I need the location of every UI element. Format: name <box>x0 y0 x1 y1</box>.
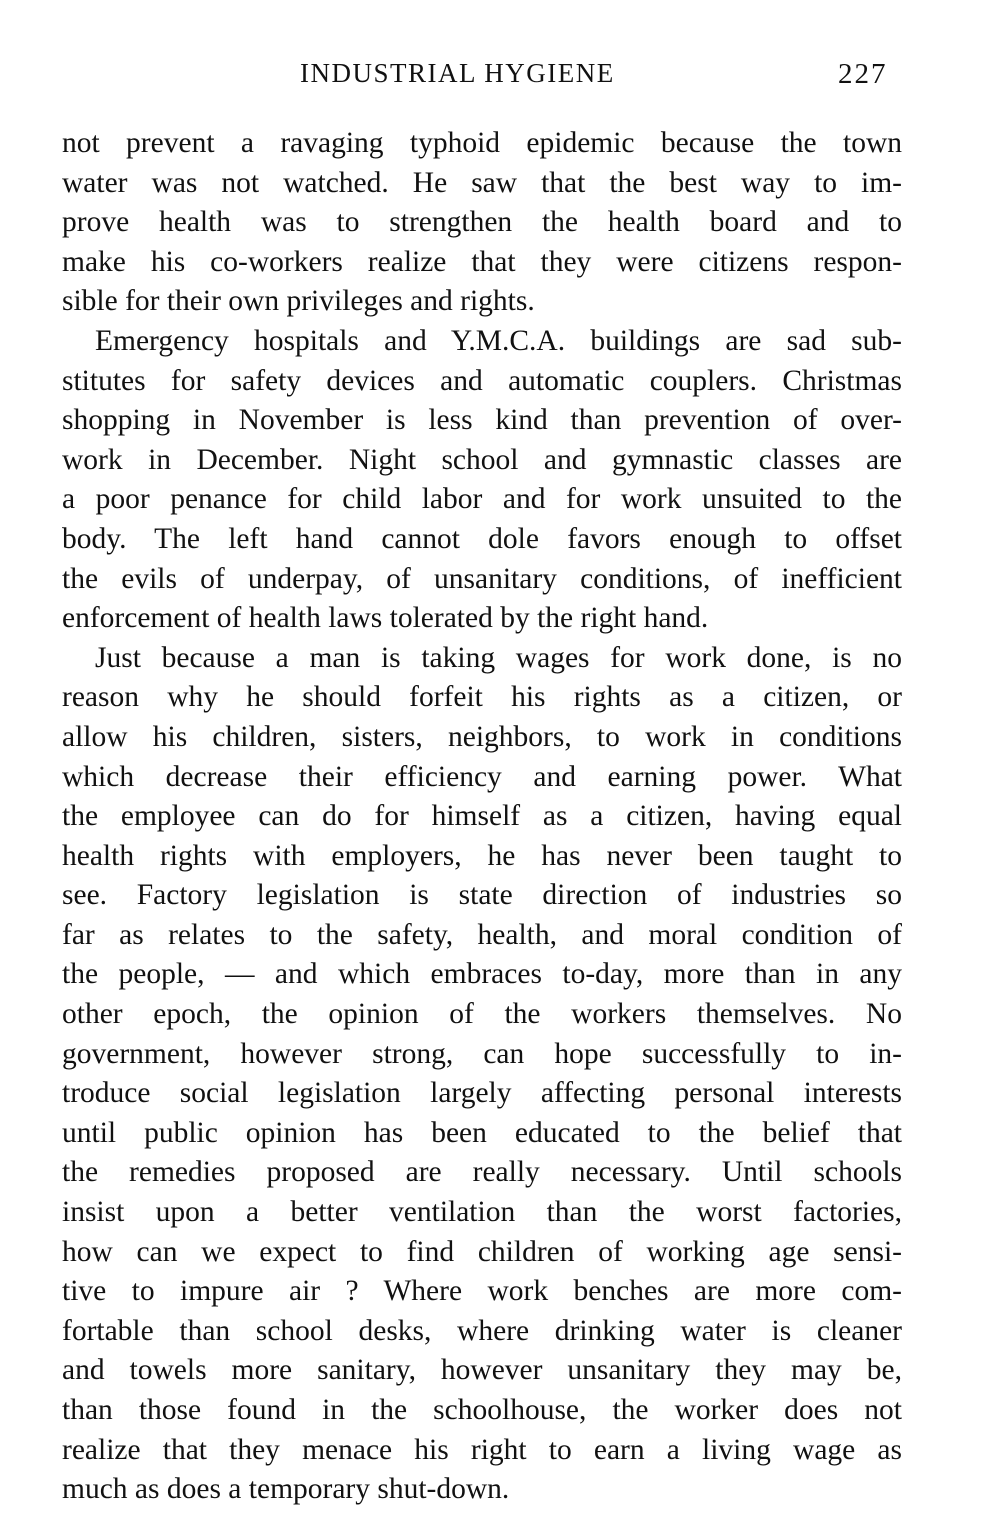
paragraph-3 <box>62 639 902 1510</box>
text-line: sible for their own privileges and rights. <box>62 285 535 318</box>
text-line: tive to impure air ? Where work benches are more com- <box>62 1275 902 1308</box>
text-line: not prevent a ravaging typhoid epidemic because the town <box>62 127 902 159</box>
body-text <box>62 124 902 1510</box>
text-line: prove health was to strengthen the health board and to <box>62 206 902 239</box>
text-line: water was not watched. He saw that the best way to im- <box>62 166 902 199</box>
text-line: government, however strong, can hope successfully to in- <box>62 1037 902 1070</box>
text-line: a poor penance for child labor and for work unsuited to the <box>62 483 902 516</box>
text-line: troduce social legislation largely affecting personal interests <box>62 1077 902 1110</box>
text-line: fortable than school desks, where drinking water is cleaner <box>62 1314 902 1347</box>
text-line: reason why he should forfeit his rights as a citizen, or <box>62 681 902 714</box>
text-line: body. The left hand cannot dole favors enough to offset <box>62 522 902 555</box>
text-line: which decrease their efficiency and earning power. What <box>62 760 902 793</box>
text-line: work in December. Night school and gymnastic classes are <box>62 443 902 476</box>
text-line: insist upon a better ventilation than the worst factories, <box>62 1196 902 1229</box>
text-line: far as relates to the safety, health, and moral condition of <box>62 918 902 951</box>
text-line: the people, — and which embraces to-day, more than in any <box>62 958 902 991</box>
text-line: health rights with employers, he has never been taught to <box>62 839 902 872</box>
page-number: 227 <box>838 58 888 90</box>
text-line: and towels more sanitary, however unsanitary they may be, <box>62 1354 902 1387</box>
text-line: realize that they menace his right to earn a living wage as <box>62 1433 902 1466</box>
running-head-title: INDUSTRIAL HYGIENE <box>300 58 615 88</box>
text-line: much as does a temporary shut-down. <box>62 1473 510 1506</box>
paragraph-1 <box>62 124 902 322</box>
text-line: allow his children, sisters, neighbors, to work in conditions <box>62 720 902 753</box>
text-line: the employee can do for himself as a citizen, having equal <box>62 800 902 833</box>
text-line: stitutes for safety devices and automatic couplers. Christmas <box>62 364 902 397</box>
text-line: the remedies proposed are really necessary. Until schools <box>62 1156 902 1189</box>
text-line: shopping in November is less kind than prevention of over- <box>62 404 902 437</box>
text-line: Emergency hospitals and Y.M.C.A. buildings are sad sub- <box>95 324 902 357</box>
text-line: other epoch, the opinion of the workers themselves. No <box>62 998 902 1031</box>
text-line: see. Factory legislation is state direction of industries so <box>62 879 902 912</box>
text-line: the evils of underpay, of unsanitary conditions, of inefficient <box>62 562 902 595</box>
text-line: enforcement of health laws tolerated by the right hand. <box>62 602 709 635</box>
text-line: than those found in the schoolhouse, the worker does not <box>62 1394 902 1426</box>
text-line: make his co-workers realize that they were citizens respon- <box>62 245 902 278</box>
paragraph-2 <box>62 322 902 639</box>
text-line: until public opinion has been educated to the belief that <box>62 1116 902 1149</box>
text-line: Just because a man is taking wages for work done, is no <box>95 641 902 674</box>
text-line: how can we expect to find children of working age sensi- <box>62 1235 902 1268</box>
